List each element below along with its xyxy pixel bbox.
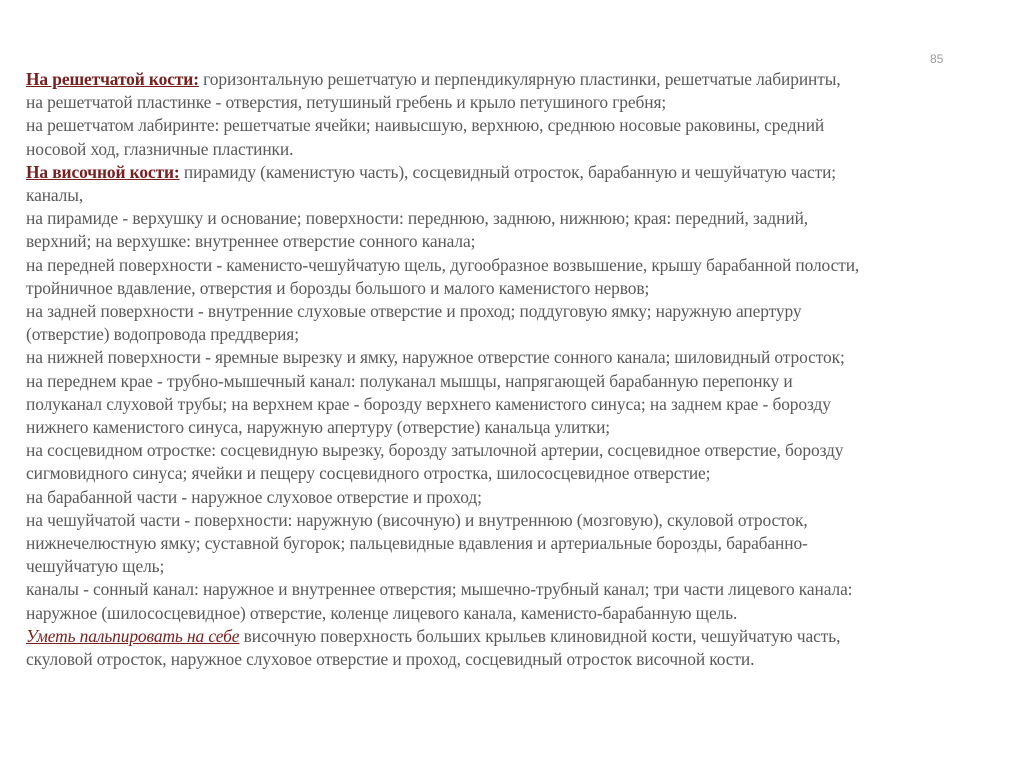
text-line <box>26 207 1011 230</box>
text-line <box>26 68 1011 91</box>
line-text: на переднем крае - трубно-мышечный канал: полуканал мышцы, напрягающей барабанную перепонку и <box>26 370 793 391</box>
text-line <box>26 230 1011 253</box>
text-line <box>26 346 1011 369</box>
text-line <box>26 555 1011 578</box>
page-number: 85 <box>930 52 944 66</box>
line-text: наружное (шилососцевидное) отверстие, коленце лицевого канала, каменисто-барабанную щель. <box>26 602 738 623</box>
line-text: височную поверхность больших крыльев клиновидной кости, чешуйчатую часть, <box>239 625 841 646</box>
line-text: каналы - сонный канал: наружное и внутреннее отверстия; мышечно-трубный канал; три части лицевого канала: <box>26 579 853 600</box>
text-line <box>26 578 1011 601</box>
line-text: полуканал слуховой трубы; на верхнем крае - борозду верхнего каменистого синуса; на заднем крае - борозду <box>26 393 831 414</box>
text-line <box>26 416 1011 439</box>
text-line <box>26 184 1011 207</box>
line-text: скуловой отросток, наружное слуховое отверстие и проход, сосцевидный отросток височной кости. <box>26 649 755 670</box>
text-line <box>26 254 1011 277</box>
section-heading-italic: Уметь пальпировать на себе <box>26 625 240 646</box>
line-text: пирамиду (каменистую часть), сосцевидный отросток, барабанную и чешуйчатую части; <box>179 161 837 182</box>
section-heading: На решетчатой кости: <box>26 69 199 89</box>
line-text: нижнего каменистого синуса, наружную апертуру (отверстие) канальца улитки; <box>26 417 611 438</box>
text-line <box>26 370 1011 393</box>
text-line <box>26 323 1011 346</box>
line-text: носовой ход, глазничные пластинки. <box>26 138 294 159</box>
text-line <box>26 532 1011 555</box>
line-text: на передней поверхности - каменисто-чешуйчатую щель, дугообразное возвышение, крышу барабанной полости, <box>26 254 860 275</box>
text-line <box>26 277 1011 300</box>
line-text: на пирамиде - верхушку и основание; поверхности: переднюю, заднюю, нижнюю; края: передний, задний, <box>26 208 809 229</box>
text-line <box>26 114 1011 137</box>
line-text: сигмовидного синуса; ячейки и пещеру сосцевидного отростка, шилососцевидное отверстие; <box>26 463 711 484</box>
text-line <box>26 91 1011 114</box>
text-line <box>26 625 1011 648</box>
text-line <box>26 138 1011 161</box>
text-line <box>26 462 1011 485</box>
line-text: на барабанной части - наружное слуховое отверстие и проход; <box>26 486 482 507</box>
line-text: на задней поверхности - внутренние слуховые отверстие и проход; поддуговую ямку; наружную апертуру <box>26 301 802 322</box>
text-line <box>26 161 1011 184</box>
line-text: на сосцевидном отростке: сосцевидную вырезку, борозду затылочной артерии, сосцевидное отверстие, борозду <box>26 440 844 461</box>
line-text: на нижней поверхности - яремные вырезку и ямку, наружное отверстие сонного канала; шиловидный отросток; <box>26 347 845 368</box>
line-text: тройничное вдавление, отверстия и борозды большого и малого каменистого нервов; <box>26 277 650 298</box>
line-text: (отверстие) водопровода преддверия; <box>26 324 299 345</box>
line-text: нижнечелюстную ямку; суставной бугорок; пальцевидные вдавления и артериальные борозды, барабанно- <box>26 533 808 554</box>
text-line <box>26 648 1011 671</box>
line-text: горизонтальную решетчатую и перпендикулярную пластинки, решетчатые лабиринты, <box>198 69 841 89</box>
text-line <box>26 393 1011 416</box>
section-heading: На височной кости: <box>26 161 180 182</box>
body-text <box>26 68 1011 671</box>
text-line <box>26 602 1011 625</box>
text-line <box>26 300 1011 323</box>
text-line <box>26 486 1011 509</box>
line-text: верхний; на верхушке: внутреннее отверстие сонного канала; <box>26 231 476 252</box>
line-text: на решетчатой пластинке - отверстия, петушиный гребень и крыло петушиного гребня; <box>26 92 667 113</box>
line-text: на решетчатом лабиринте: решетчатые ячейки; наивысшую, верхнюю, среднюю носовые раковины, средний <box>26 115 825 136</box>
text-line <box>26 439 1011 462</box>
line-text: чешуйчатую щель; <box>26 556 165 577</box>
text-line <box>26 509 1011 532</box>
line-text: каналы, <box>26 185 84 206</box>
line-text: на чешуйчатой части - поверхности: наружную (височную) и внутреннюю (мозговую), скуловой отросток, <box>26 509 808 530</box>
